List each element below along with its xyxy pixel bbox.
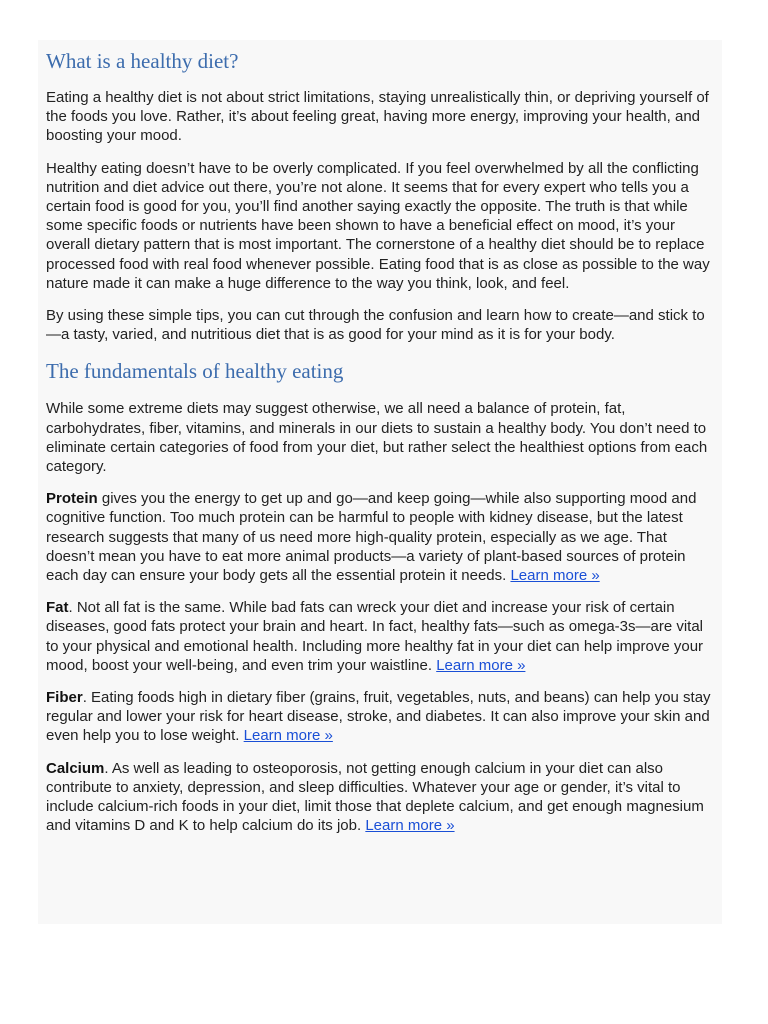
section-heading-fundamentals: The fundamentals of healthy eating	[46, 359, 344, 384]
article-panel	[38, 40, 722, 924]
learn-more-protein-link[interactable]: Learn more »	[510, 567, 600, 585]
fiber-text: . Eating foods high in dietary fiber (grains, fruit, vegetables, nuts, and beans) can help you stay regular and lower your risk for heart disease, stroke, and diabetes. It can also improve your skin and even help you to lose weight.	[46, 689, 711, 745]
term-fat: Fat	[46, 599, 69, 617]
learn-more-calcium-link[interactable]: Learn more »	[365, 817, 455, 835]
paragraph-protein	[46, 489, 718, 585]
term-protein: Protein	[46, 490, 98, 508]
term-calcium: Calcium	[46, 759, 105, 777]
paragraph-calcium	[46, 759, 718, 836]
calcium-text: . As well as leading to osteoporosis, not getting enough calcium in your diet can also contribute to anxiety, depression, and sleep difficulties. Whatever your age or gender, it’s vital to include calcium-rich foods in your diet, limit those that deplete calcium, and get enough magnesium and vitamins D and K to help calcium do its job.	[46, 759, 704, 835]
fat-text: . Not all fat is the same. While bad fats can wreck your diet and increase your risk of certain diseases, good fats protect your brain and heart. In fact, healthy fats—such as omega-3s—are vital to your physical and emotional health. Including more healthy fat in your diet can help improve your mood, boost your well-being, and even trim your waistline.	[46, 599, 704, 674]
learn-more-fat-link[interactable]: Learn more »	[436, 656, 526, 674]
learn-more-fiber-link[interactable]: Learn more »	[243, 727, 333, 745]
paragraph-intro-1: Eating a healthy diet is not about strict limitations, staying unrealistically thin, or depriving yourself of the foods you love. Rather, it’s about feeling great, having more energy, improving your health, and boosting your mood.	[46, 89, 709, 145]
section-heading-healthy-diet: What is a healthy diet?	[46, 49, 239, 73]
paragraph-intro-2: Healthy eating doesn’t have to be overly complicated. If you feel overwhelmed by all the conflicting nutrition and diet advice out there, you’re not alone. It seems that for every expert who tells you a certain food is good for you, you’ll find another saying exactly the opposite. The truth is that while some specific foods or nutrients have been shown to have a beneficial effect on mood, it’s your overall dietary pattern that is most important. The cornerstone of a healthy diet should be to replace processed food with real food whenever possible. Eating food that is as close as possible to the way nature made it can make a huge difference to the way you think, look, and feel.	[46, 159, 710, 292]
paragraph-fat	[46, 598, 718, 675]
term-fiber: Fiber	[46, 689, 83, 707]
paragraph-fiber	[46, 688, 718, 746]
paragraph-intro-3: By using these simple tips, you can cut through the confusion and learn how to create—and stick to—a tasty, varied, and nutritious diet that is as good for your mind as it is for your body.	[46, 307, 705, 344]
paragraph-fundamentals-intro: While some extreme diets may suggest otherwise, we all need a balance of protein, fat, carbohydrates, fiber, vitamins, and minerals in our diets to sustain a healthy body. You don’t need to eliminate certain categories of food from your diet, but rather select the healthiest options from each category.	[46, 400, 708, 476]
protein-text: gives you the energy to get up and go—and keep going—while also supporting mood and cognitive function. Too much protein can be harmful to people with kidney disease, but the latest research suggests that many of us need more high-quality protein, especially as we age. That doesn’t mean you have to eat more animal products—a variety of plant-based sources of protein each day can ensure your body gets all the essential protein it needs.	[46, 490, 697, 585]
